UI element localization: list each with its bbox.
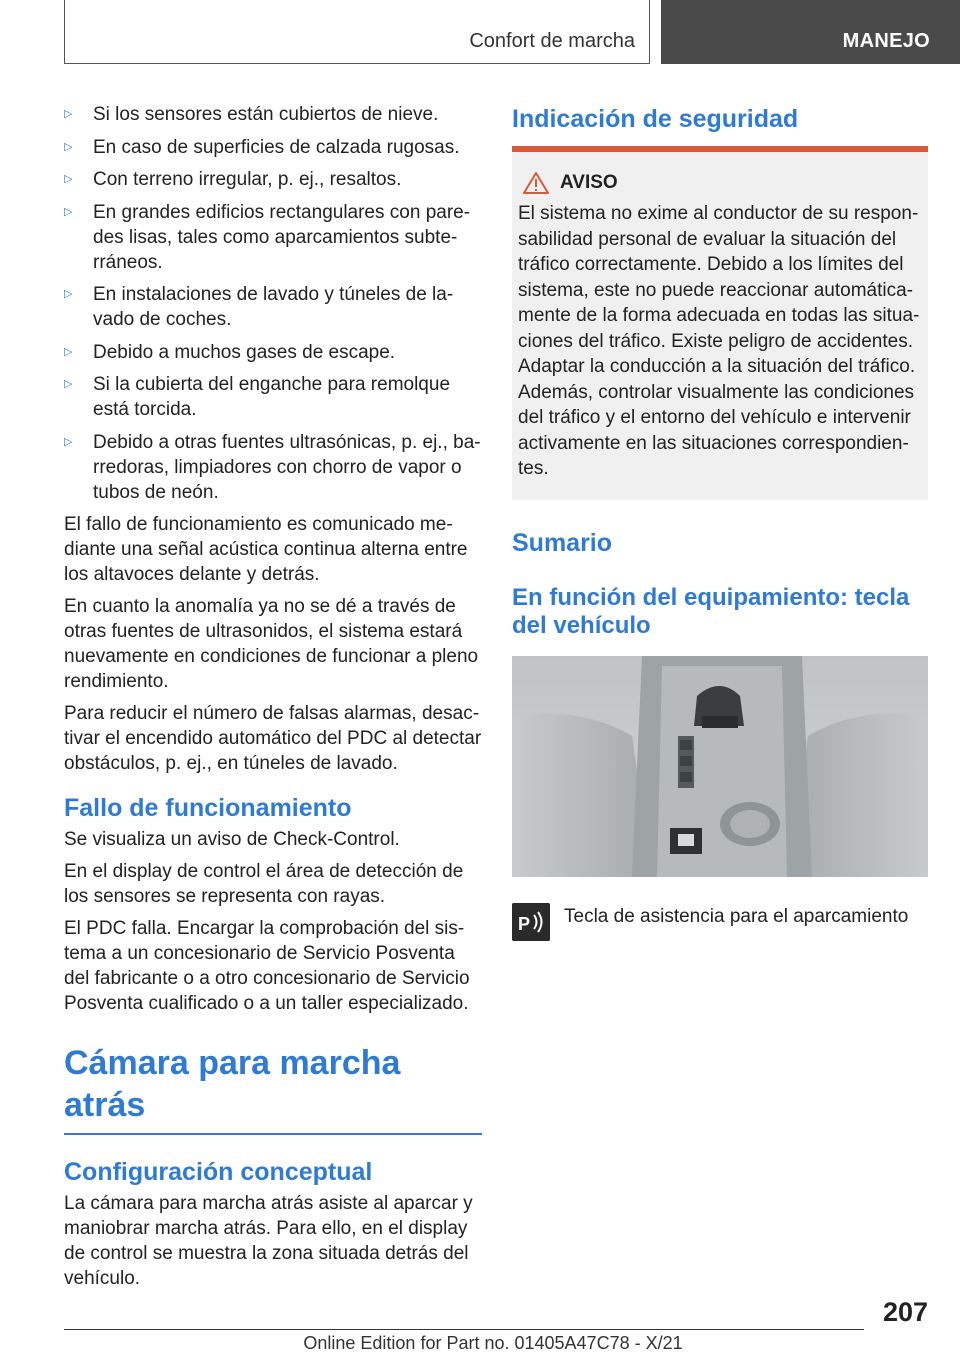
list-item: ▷ En caso de superficies de calzada rugosas. <box>64 136 460 158</box>
svg-text:P: P <box>518 913 531 934</box>
right-column <box>512 102 928 941</box>
list-item: ▷ Con terreno irregular, p. ej., resaltos. <box>64 169 402 190</box>
condition-list <box>64 102 482 505</box>
header-chapter-tab <box>661 0 960 64</box>
body-paragraph: En el display de control el área de detección de los sensores se representa con rayas. <box>64 861 464 907</box>
triangle-bullet-icon: ▷ <box>64 173 73 185</box>
triangle-bullet-icon: ▷ <box>64 435 73 448</box>
footer-edition: Online Edition for Part no. 01405A47C78 - X/21 <box>303 1333 683 1353</box>
key-legend <box>512 903 928 941</box>
summary-heading: Sumario <box>512 528 613 557</box>
triangle-bullet-icon: ▷ <box>64 140 73 153</box>
footer-divider <box>64 1329 864 1330</box>
body-paragraph: En cuanto la anomalía ya no se dé a través de otras fuentes de ultrasonidos, el sistema estará nuevamente en condiciones de funcionar a pleno rendimiento. <box>64 596 479 692</box>
warning-box <box>512 152 928 500</box>
warning-text: El sistema no exime al conductor de su responsabilidad personal de evaluar la situación del tráfico correctamente. Debido a los límites del sistema, este no puede reaccionar automáticamente de la forma adecuada en todas las situaciones del tráfico. Existe peligro de accidentes. Adaptar la conducción a la situación del tráfico. Además, controlar visualmente las condiciones del tráfico y el entorno del vehículo e intervenir activamente en las situaciones correspondientes. <box>518 203 920 479</box>
list-item: ▷ Debido a muchos gases de escape. <box>64 341 396 363</box>
body-paragraph: Se visualiza un aviso de Check-Control. <box>64 829 400 850</box>
warning-triangle-icon <box>522 171 550 195</box>
key-label: Tecla de asistencia para el aparcamiento <box>564 905 909 927</box>
warning-header <box>518 170 920 195</box>
left-column <box>64 102 482 1298</box>
parking-assist-key-icon <box>512 903 550 941</box>
center-console-photo <box>512 656 928 877</box>
body-paragraph: El PDC falla. Encargar la comprobación del sistema a un concesionario de Servicio Posventa del fabricante o a otro concesionario de Servicio Posventa cualificado o a un taller especializado. <box>64 918 470 1014</box>
list-item: ▷ Debido a otras fuentes ultrasónicas, p. ej., barredoras, limpiadores con chorro de vapor o tubos de neón. <box>64 431 481 503</box>
header-section-label: Confort de marcha <box>469 30 635 52</box>
fault-heading: Fallo de funcionamiento <box>64 794 352 822</box>
body-paragraph: Para reducir el número de falsas alarmas, desactivar el encendido automático del PDC al detectar obstáculos, p. ej., en túneles de lavado. <box>64 703 482 774</box>
header-chapter-label: MANEJO <box>842 30 930 52</box>
body-paragraph: El fallo de funcionamiento es comunicado mediante una señal acústica continua alterna entre los altavoces delante y detrás. <box>64 514 468 585</box>
triangle-bullet-icon: ▷ <box>64 378 73 390</box>
list-item: ▷ En grandes edificios rectangulares con paredes lisas, tales como aparcamientos subterráneos. <box>64 201 471 273</box>
warning-label: AVISO <box>560 172 618 193</box>
safety-heading: Indicación de seguridad <box>512 102 928 152</box>
header-section-tab <box>64 0 650 64</box>
triangle-bullet-icon: ▷ <box>64 108 73 120</box>
triangle-bullet-icon: ▷ <box>64 205 73 218</box>
equipment-heading: En función del equipamiento: tecla del vehículo <box>512 583 910 639</box>
concept-heading: Configuración conceptual <box>64 1158 373 1186</box>
body-paragraph: La cámara para marcha atrás asiste al aparcar y maniobrar marcha atrás. Para ello, en el display de control se muestra la zona situada detrás del vehículo. <box>64 1193 473 1289</box>
page-number: 207 <box>882 1297 928 1327</box>
chapter-heading: Cámara para marcha atrás <box>64 1042 482 1135</box>
triangle-bullet-icon: ▷ <box>64 288 73 300</box>
triangle-bullet-icon: ▷ <box>64 345 73 358</box>
list-item: ▷ Si la cubierta del enganche para remolque está torcida. <box>64 374 451 420</box>
list-item: ▷ Si los sensores están cubiertos de nieve. <box>64 104 439 125</box>
list-item: ▷ En instalaciones de lavado y túneles de lavado de coches. <box>64 284 454 330</box>
